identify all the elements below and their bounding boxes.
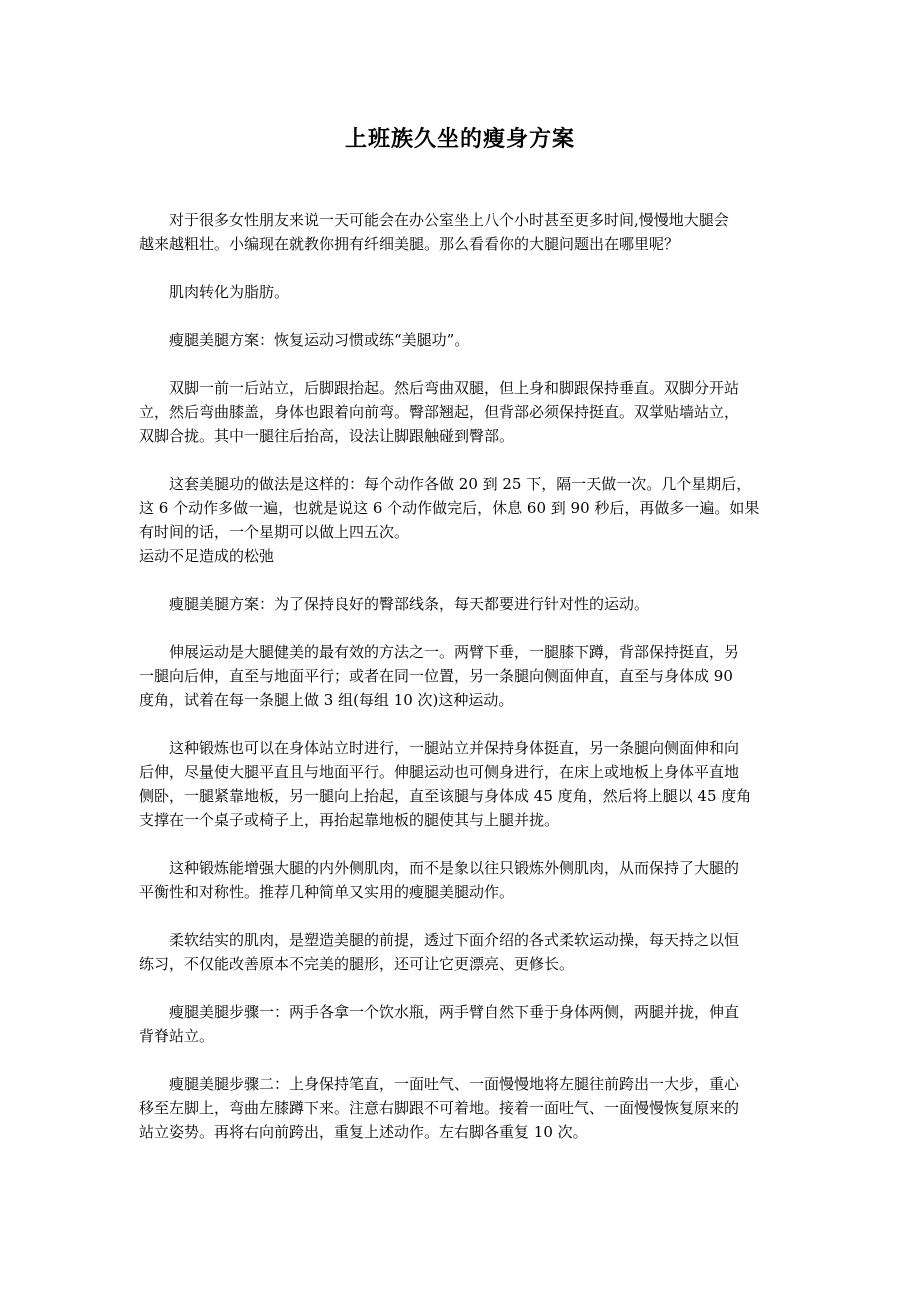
paragraph-line: 平衡性和对称性。推荐几种简单又实用的瘦腿美腿动作。	[139, 883, 515, 901]
paragraph-line: 瘦腿美腿步骤一：两手各拿一个饮水瓶，两手臂自然下垂于身体两侧，两腿并拢，伸直	[169, 1003, 740, 1021]
paragraph-line: 练习，不仅能改善原本不完美的腿形，还可让它更漂亮、更修长。	[139, 955, 575, 973]
paragraph-line: 双脚合拢。其中一腿往后抬高，设法让脚跟触碰到臀部。	[139, 427, 515, 445]
paragraph-line: 背脊站立。	[139, 1027, 215, 1045]
paragraph	[139, 280, 789, 304]
paragraph-line: 度角，试着在每一条腿上做 3 组(每组 10 次)这种运动。	[139, 691, 514, 709]
paragraph-line: 立，然后弯曲膝盖，身体也跟着向前弯。臀部翘起，但背部必须保持挺直。双掌贴墙站立，	[139, 403, 740, 421]
paragraph-line: 这种锻炼能增强大腿的内外侧肌肉，而不是象以往只锻炼外侧肌肉，从而保持了大腿的	[169, 859, 740, 877]
paragraph	[139, 208, 789, 256]
paragraph-line: 伸展运动是大腿健美的最有效的方法之一。两臂下垂，一腿膝下蹲，背部保持挺直，另	[169, 643, 740, 661]
paragraph-line: 这套美腿功的做法是这样的：每个动作各做 20 到 25 下，隔一天做一次。几个星期后，	[169, 475, 752, 493]
paragraph-line: 柔软结实的肌肉，是塑造美腿的前提，透过下面介绍的各式柔软运动操，每天持之以恒	[169, 931, 740, 949]
paragraph	[139, 376, 789, 448]
paragraph	[139, 1000, 789, 1048]
paragraph	[139, 856, 789, 904]
paragraph	[139, 928, 789, 976]
paragraph-line: 对于很多女性朋友来说一天可能会在办公室坐上八个小时甚至更多时间,慢慢地大腿会	[169, 211, 729, 229]
paragraph	[139, 736, 789, 832]
paragraph-line: 一腿向后伸，直至与地面平行；或者在同一位置，另一条腿向侧面伸直，直至与身体成 90	[139, 667, 733, 685]
paragraph-line: 这 6 个动作多做一遍，也就是说这 6 个动作做完后，休息 60 到 90 秒后，再做多一遍。如果	[139, 499, 760, 517]
paragraph-line: 瘦腿美腿步骤二：上身保持笔直，一面吐气、一面慢慢地将左腿往前跨出一大步，重心	[169, 1075, 740, 1093]
paragraph	[139, 640, 789, 712]
paragraph-line: 瘦腿美腿方案：恢复运动习惯或练“美腿功”。	[169, 331, 470, 349]
document-body	[139, 208, 789, 1168]
paragraph-line: 侧卧，一腿紧靠地板，另一腿向上抬起，直至该腿与身体成 45 度角，然后将上腿以 45 度角	[139, 787, 752, 805]
paragraph-line: 越来越粗壮。小编现在就教你拥有纤细美腿。那么看看你的大腿问题出在哪里呢？	[139, 235, 680, 253]
paragraph	[139, 544, 789, 568]
paragraph-line: 移至左脚上，弯曲左膝蹲下来。注意右脚跟不可着地。接着一面吐气、一面慢慢恢复原来的	[139, 1099, 740, 1117]
paragraph-line: 支撑在一个桌子或椅子上，再抬起靠地板的腿使其与上腿并拢。	[139, 811, 560, 829]
paragraph	[139, 328, 789, 352]
paragraph	[139, 1072, 789, 1144]
paragraph-line: 这种锻炼也可以在身体站立时进行，一腿站立并保持身体挺直，另一条腿向侧面伸和向	[169, 739, 740, 757]
paragraph-line: 站立姿势。再将右向前跨出，重复上述动作。左右脚各重复 10 次。	[139, 1123, 588, 1141]
paragraph-line: 有时间的话，一个星期可以做上四五次。	[139, 523, 410, 541]
paragraph	[139, 592, 789, 616]
paragraph-line: 运动不足造成的松弛	[139, 547, 275, 565]
document-title: 上班族久坐的瘦身方案	[344, 126, 575, 152]
paragraph	[139, 472, 789, 544]
paragraph-line: 后伸，尽量使大腿平直且与地面平行。伸腿运动也可侧身进行，在床上或地板上身体平直地	[139, 763, 740, 781]
paragraph-line: 双脚一前一后站立，后脚跟抬起。然后弯曲双腿，但上身和脚跟保持垂直。双脚分开站	[169, 379, 740, 397]
paragraph-line: 肌肉转化为脂肪。	[169, 283, 290, 301]
paragraph-line: 瘦腿美腿方案：为了保持良好的臀部线条，每天都要进行针对性的运动。	[169, 595, 650, 613]
